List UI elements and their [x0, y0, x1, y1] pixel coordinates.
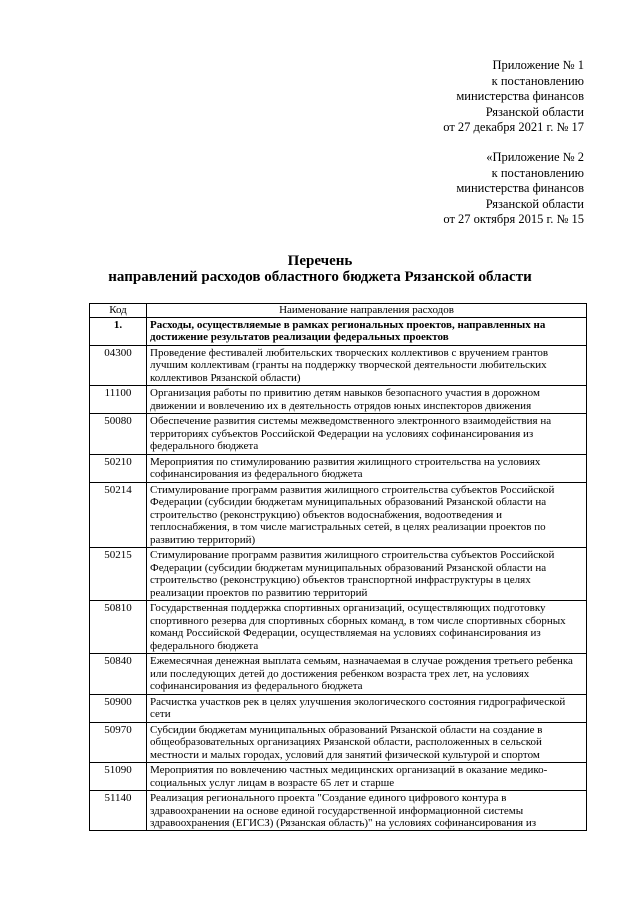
row-name: Мероприятия по стимулированию развития жилищного строительства на условиях софинансирования из федерального бюджета: [147, 454, 587, 482]
row-name: Реализация регионального проекта "Создание единого цифрового контура в здравоохранении на основе единой государственной информационной системы здравоохранения (ЕГИСЗ) (Рязанская область)" на условиях софинансирования из: [150, 792, 537, 829]
table-row: [90, 694, 587, 722]
row-code: 04300: [90, 345, 147, 386]
row-name: Стимулирование программ развития жилищного строительства субъектов Российской Федерации (субсидии бюджетам муниципальных образований Рязанской области на строительство (реконструкцию) объектов транспортной инфраструктуры в целях реализации проектов по развитию территорий: [147, 548, 587, 601]
table-row: [90, 386, 587, 414]
row-code: 50970: [90, 722, 147, 763]
row-name: Проведение фестивалей любительских творческих коллективов с вручением грантов лучшим коллективам (гранты на поддержку творческой деятельности любительских коллективов Рязанской области): [147, 345, 587, 386]
row-code: 50900: [90, 694, 147, 722]
table-row: [90, 791, 587, 831]
expense-directions-table: [89, 303, 587, 831]
table-row: [90, 763, 587, 791]
table-row: [90, 654, 587, 695]
appendix-original-date: от 27 октября 2015 г. № 15: [443, 212, 584, 226]
row-name: Мероприятия по вовлечению частных медицинских организаций в оказание медико-социальных услуг лицам в возрасте 65 лет и старше: [147, 763, 587, 791]
table-row: [90, 414, 587, 455]
table-row: [90, 317, 587, 345]
appendix-original-ministry: министерства финансов: [456, 181, 584, 195]
appendix-current-to-resolution: к постановлению: [491, 73, 584, 88]
appendix-original: [443, 150, 584, 228]
document-subtitle: направлений расходов областного бюджета Рязанской области: [108, 269, 532, 285]
table-row: [90, 345, 587, 386]
row-name: Стимулирование программ развития жилищного строительства субъектов Российской Федерации (субсидии бюджетам муниципальных образований Рязанской области на строительство (реконструкцию) объектов водоснабжения, водоотведения и теплоснабжения, в том числе магистральных сетей, в целях реализации проектов по развитию территорий): [147, 482, 587, 548]
table-row: [90, 454, 587, 482]
header-name: Наименование направления расходов: [147, 304, 587, 318]
table-row: [90, 601, 587, 654]
table-row: [90, 482, 587, 548]
appendix-current-date: от 27 декабря 2021 г. № 17: [443, 120, 584, 134]
appendix-current-region: Рязанской области: [485, 104, 584, 119]
row-code: 1.: [90, 317, 147, 345]
table-row: [90, 548, 587, 601]
row-code: 50210: [90, 454, 147, 482]
row-code: 50215: [90, 548, 147, 601]
row-name: Государственная поддержка спортивных организаций, осуществляющих подготовку спортивного резерва для спортивных сборных команд, в том числе спортивных сборных команд Российской Федерации, осуществляемая на условиях софинансирования из федерального бюджета: [147, 601, 587, 654]
appendix-original-to-resolution: к постановлению: [491, 165, 584, 180]
appendix-original-number: «Приложение № 2: [486, 150, 584, 164]
row-name: Расчистка участков рек в целях улучшения экологического состояния гидрографической сети: [147, 694, 587, 722]
row-code: 50214: [90, 482, 147, 548]
row-code: 50080: [90, 414, 147, 455]
row-code: 50810: [90, 601, 147, 654]
header-code: Код: [90, 304, 147, 318]
row-name: Обеспечение развития системы межведомственного электронного взаимодействия на территориях субъектов Российской Федерации на условиях софинансирования из федерального бюджета: [147, 414, 587, 455]
appendix-current: [443, 58, 584, 136]
table-header-row: [90, 304, 587, 318]
row-code: 50840: [90, 654, 147, 695]
row-name: Расходы, осуществляемые в рамках региональных проектов, направленных на достижение результатов реализации федеральных проектов: [147, 317, 587, 345]
row-name: Субсидии бюджетам муниципальных образований Рязанской области на создание в общеобразовательных организациях Рязанской области, расположенных в сельской местности и малых городах, условий для занятий физической культурой и спортом: [147, 722, 587, 763]
appendix-original-region: Рязанской области: [485, 196, 584, 211]
document-title: Перечень: [287, 253, 353, 269]
row-code: 51140: [90, 791, 147, 831]
appendix-current-ministry: министерства финансов: [456, 89, 584, 103]
row-name: Ежемесячная денежная выплата семьям, назначаемая в случае рождения третьего ребенка или последующих детей до достижения ребенком возраста трех лет, на условиях софинансирования из федерального бюджета: [147, 654, 587, 695]
row-name-cell: [147, 791, 587, 831]
row-name: Организация работы по привитию детям навыков безопасного участия в дорожном движении и вовлечению их в деятельность отрядов юных инспекторов движения: [147, 386, 587, 414]
table-row: [90, 722, 587, 763]
row-code: 11100: [90, 386, 147, 414]
row-code: 51090: [90, 763, 147, 791]
appendix-current-number: Приложение № 1: [492, 58, 584, 72]
